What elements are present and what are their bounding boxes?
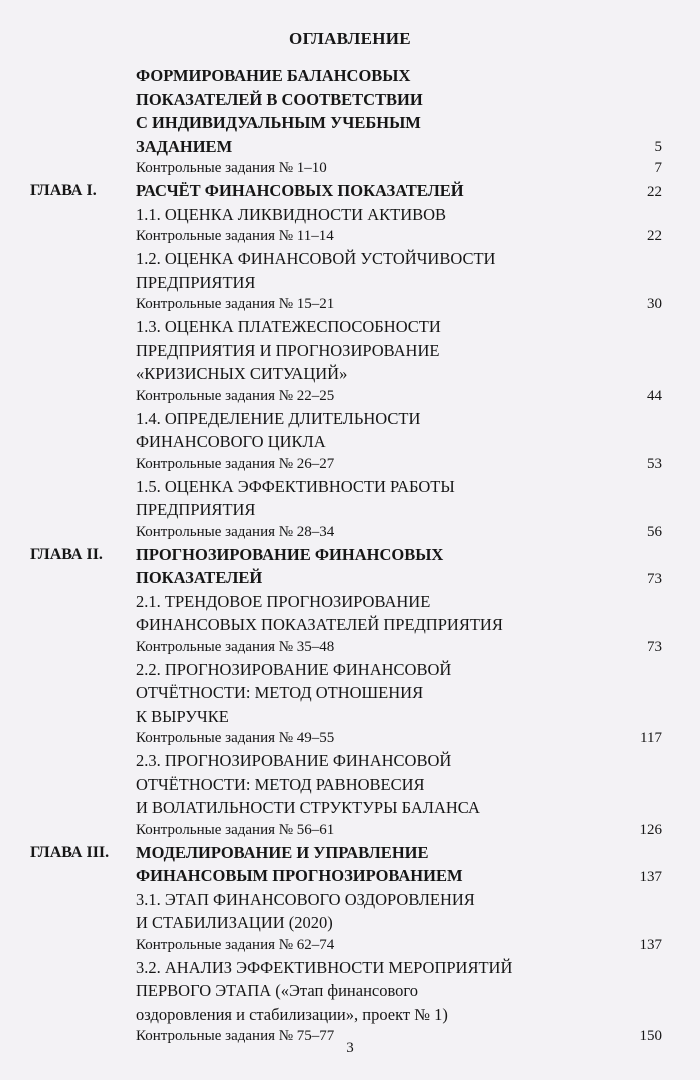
toc-entry	[0, 935, 700, 956]
entry-title	[136, 658, 556, 729]
toc-entry	[0, 543, 700, 590]
entry-title	[136, 407, 556, 454]
entry-title	[136, 226, 556, 247]
entry-page-number: 137	[639, 936, 662, 953]
toc-entry	[0, 64, 700, 158]
entry-title-line: ПРЕДПРИЯТИЯ	[136, 500, 256, 519]
chapter-label: ГЛАВА II.	[30, 545, 103, 563]
entry-title-line: К ВЫРУЧКЕ	[136, 706, 229, 726]
entry-page-number: 126	[639, 821, 662, 838]
entry-page-number: 73	[647, 638, 662, 655]
entry-title	[136, 590, 556, 637]
entry-title-line: 1.2. ОЦЕНКА ФИНАНСОВОЙ УСТОЙЧИВОСТИ	[136, 249, 496, 268]
entry-page-number: 5	[654, 139, 662, 155]
entry-title-line: 2.3. ПРОГНОЗИРОВАНИЕ ФИНАНСОВОЙ	[136, 751, 452, 770]
entry-title	[136, 728, 556, 749]
toc-entry	[0, 315, 700, 386]
entry-title-line: ПРЕДПРИЯТИЯ И ПРОГНОЗИРОВАНИЕ	[136, 340, 440, 360]
entry-title-line: МОДЕЛИРОВАНИЕ И УПРАВЛЕНИЕ	[136, 842, 429, 862]
toc-entry	[0, 226, 700, 247]
toc-entry	[0, 475, 700, 522]
page-number: 3	[346, 1040, 354, 1056]
toc-entry	[0, 407, 700, 454]
chapter-label: ГЛАВА I.	[30, 182, 97, 199]
toc-entry	[0, 294, 700, 315]
entry-title-line: Контрольные задания № 75–77	[136, 1028, 335, 1044]
toc-entry	[0, 590, 700, 637]
toc-title: ОГЛАВЛЕНИЕ	[289, 29, 411, 48]
toc-entry	[0, 203, 700, 227]
entry-title	[136, 158, 556, 179]
entry-title	[136, 64, 556, 158]
entry-title	[136, 841, 556, 888]
entry-page-number: 22	[647, 183, 662, 200]
toc-entry	[0, 956, 700, 1027]
entry-title	[136, 543, 556, 590]
entry-title-line: 2.2. ПРОГНОЗИРОВАНИЕ ФИНАНСОВОЙ	[136, 659, 452, 679]
entry-title-line: ПЕРВОГО ЭТАПА («Этап финансового	[136, 981, 419, 1000]
entry-page-number: 150	[639, 1028, 662, 1044]
toc-entry	[0, 179, 700, 203]
entry-title-line: ОТЧЁТНОСТИ: МЕТОД ОТНОШЕНИЯ	[136, 683, 424, 702]
entry-title-line: ПРОГНОЗИРОВАНИЕ ФИНАНСОВЫХ	[136, 544, 444, 564]
toc-entry	[0, 728, 700, 749]
toc-entry	[0, 658, 700, 729]
entry-title-line: Контрольные задания № 11–14	[136, 228, 334, 244]
toc-entry	[0, 637, 700, 658]
entry-title-line: ФИНАНСОВОГО ЦИКЛА	[136, 432, 326, 451]
entry-title-line: Контрольные задания № 26–27	[136, 455, 335, 472]
entry-title	[136, 179, 556, 203]
entry-title	[136, 820, 556, 841]
entry-page-number: 56	[647, 523, 662, 540]
entry-title-line: ЗАДАНИЕМ	[136, 136, 233, 156]
entry-title	[136, 956, 556, 1027]
entry-title	[136, 475, 556, 522]
entry-title-line: 3.2. АНАЛИЗ ЭФФЕКТИВНОСТИ МЕРОПРИЯТИЙ	[136, 957, 513, 977]
toc-entry	[0, 386, 700, 407]
chapter-label: ГЛАВА III.	[30, 843, 110, 861]
entry-title	[136, 294, 556, 315]
entry-page-number: 22	[647, 228, 662, 244]
entry-page-number: 117	[640, 730, 662, 746]
entry-title-line: оздоровления и стабилизации», проект № 1)	[136, 1004, 448, 1024]
entry-title-line: Контрольные задания № 49–55	[136, 730, 335, 746]
entry-page-number: 30	[647, 296, 662, 312]
entry-title-line: Контрольные задания № 15–21	[136, 296, 335, 312]
entry-title-line: 1.3. ОЦЕНКА ПЛАТЕЖЕСПОСОБНОСТИ	[136, 317, 441, 336]
entry-title-line: ОТЧЁТНОСТИ: МЕТОД РАВНОВЕСИЯ	[136, 774, 425, 794]
entry-title-line: И ВОЛАТИЛЬНОСТИ СТРУКТУРЫ БАЛАНСА	[136, 798, 480, 817]
entry-title-line: С ИНДИВИДУАЛЬНЫМ УЧЕБНЫМ	[136, 113, 421, 132]
toc-entry	[0, 820, 700, 841]
entry-title-line: ПОКАЗАТЕЛЕЙ	[136, 568, 263, 587]
entry-page-number: 137	[639, 868, 662, 885]
toc-entry	[0, 247, 700, 294]
entry-title	[136, 522, 556, 543]
toc-entry	[0, 158, 700, 179]
toc-entry	[0, 454, 700, 475]
entry-page-number: 44	[647, 387, 662, 404]
toc-entry	[0, 522, 700, 543]
entry-title	[136, 203, 556, 227]
entry-title	[136, 749, 556, 820]
entry-title-line: И СТАБИЛИЗАЦИИ (2020)	[136, 913, 333, 932]
entry-title-line: ФОРМИРОВАНИЕ БАЛАНСОВЫХ	[136, 66, 411, 85]
entry-title-line: ПОКАЗАТЕЛЕЙ В СООТВЕТСТВИИ	[136, 89, 423, 109]
entry-title-line: Контрольные задания № 1–10	[136, 160, 327, 176]
entry-title	[136, 637, 556, 658]
entry-title	[136, 386, 556, 407]
entry-title-line: Контрольные задания № 22–25	[136, 387, 335, 404]
entry-title-line: Контрольные задания № 28–34	[136, 523, 335, 540]
entry-title-line: 1.4. ОПРЕДЕЛЕНИЕ ДЛИТЕЛЬНОСТИ	[136, 408, 421, 428]
entry-title	[136, 247, 556, 294]
entry-page-number: 53	[647, 455, 662, 472]
entry-page-number: 7	[654, 160, 662, 176]
entry-title-line: Контрольные задания № 62–74	[136, 936, 335, 953]
entry-title	[136, 454, 556, 475]
entry-title	[136, 935, 556, 956]
entry-title-line: РАСЧЁТ ФИНАНСОВЫХ ПОКАЗАТЕЛЕЙ	[136, 181, 464, 200]
toc-entry	[0, 749, 700, 820]
entry-title-line: 2.1. ТРЕНДОВОЕ ПРОГНОЗИРОВАНИЕ	[136, 591, 431, 611]
toc-entry	[0, 841, 700, 888]
entry-title-line: Контрольные задания № 56–61	[136, 821, 335, 838]
entry-title	[136, 315, 556, 386]
entry-title-line: ФИНАНСОВЫХ ПОКАЗАТЕЛЕЙ ПРЕДПРИЯТИЯ	[136, 615, 503, 634]
entry-title-line: 3.1. ЭТАП ФИНАНСОВОГО ОЗДОРОВЛЕНИЯ	[136, 889, 475, 909]
entry-title-line: 1.1. ОЦЕНКА ЛИКВИДНОСТИ АКТИВОВ	[136, 204, 447, 224]
entry-title-line: 1.5. ОЦЕНКА ЭФФЕКТИВНОСТИ РАБОТЫ	[136, 476, 455, 496]
toc-entry	[0, 888, 700, 935]
entry-page-number: 73	[647, 570, 662, 587]
entry-title-line: ФИНАНСОВЫМ ПРОГНОЗИРОВАНИЕМ	[136, 866, 463, 885]
table-of-contents	[0, 64, 700, 1047]
entry-title	[136, 888, 556, 935]
entry-title-line: «КРИЗИСНЫХ СИТУАЦИЙ»	[136, 364, 348, 383]
entry-title-line: ПРЕДПРИЯТИЯ	[136, 272, 256, 292]
entry-title-line: Контрольные задания № 35–48	[136, 638, 335, 655]
